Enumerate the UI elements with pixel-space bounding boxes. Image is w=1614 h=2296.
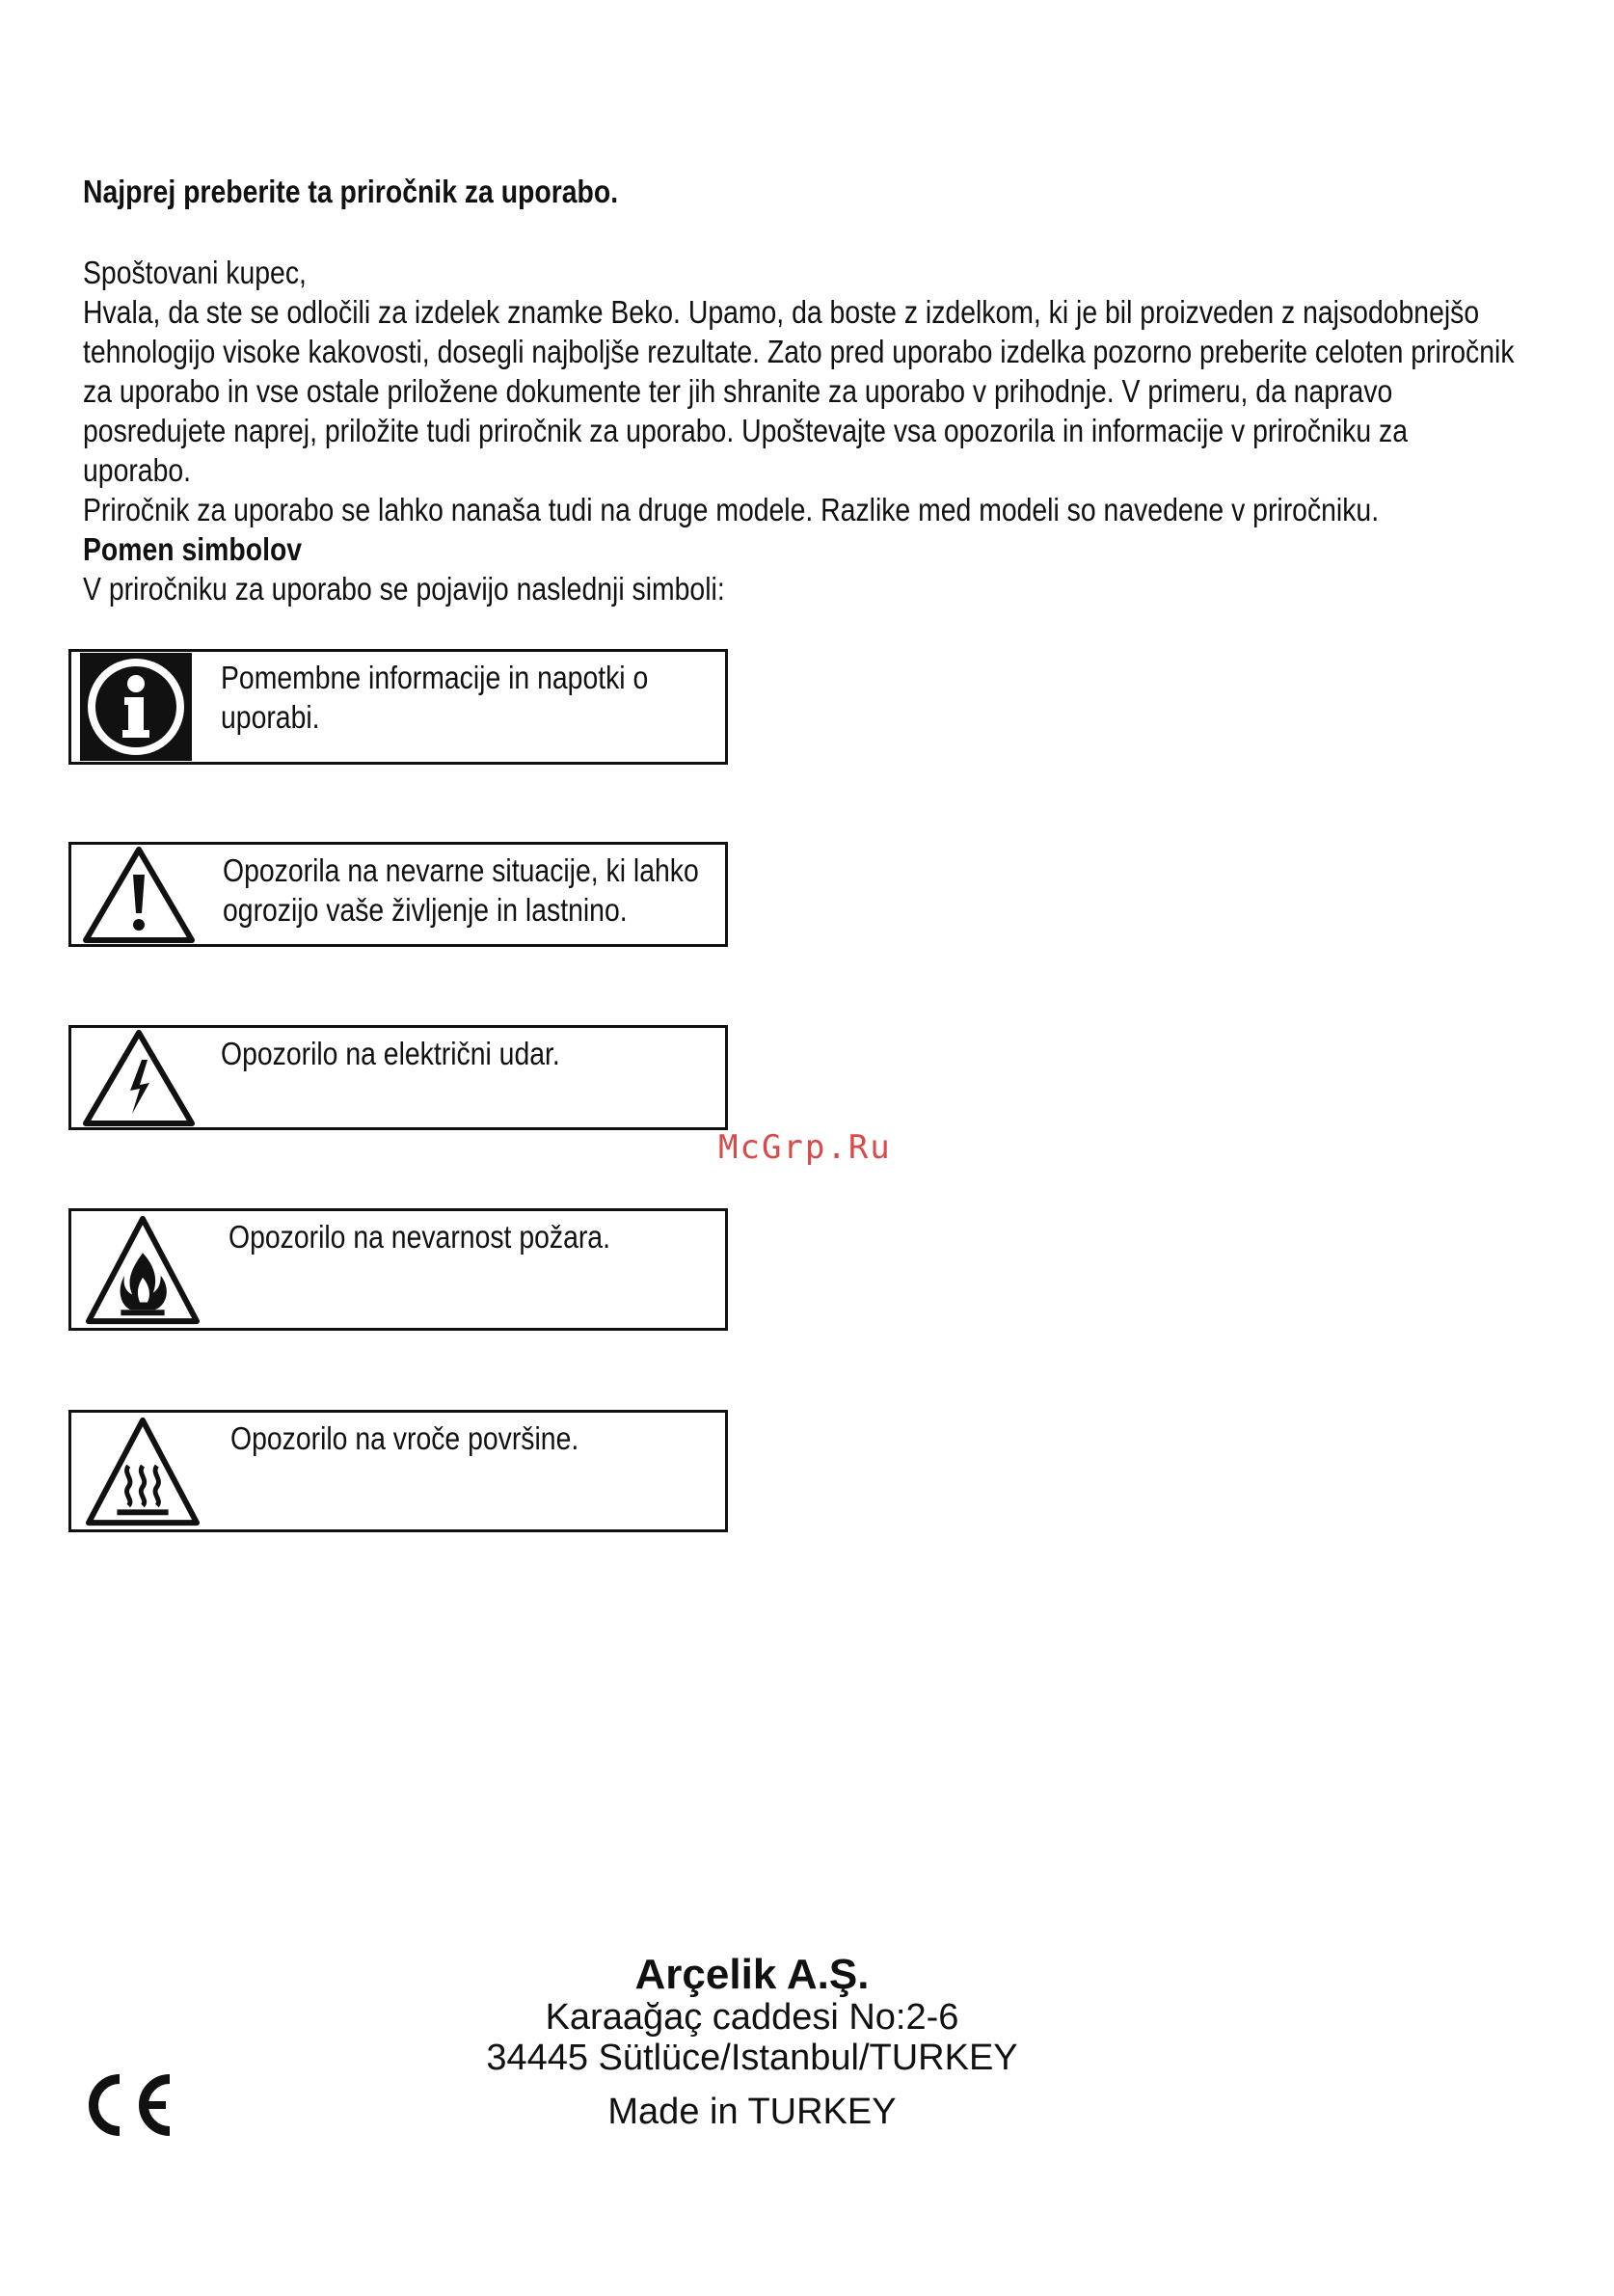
symbol-row-hot-surface — [68, 1410, 728, 1532]
symbol-text-fire: Opozorilo na nevarnost požara. — [229, 1219, 610, 1255]
models-note: Priročnik za uporabo se lahko nanaša tudi na druge modele. Razlike med modeli so navedene v priročniku. — [83, 492, 1380, 527]
symbols-heading: Pomen simbolov — [83, 531, 303, 567]
symbol-text-info: Pomembne informacije in napotki o uporabi. — [221, 660, 649, 735]
body-text — [83, 253, 1518, 608]
symbol-row-info — [68, 649, 728, 765]
address-line-1: Karaağaç caddesi No:2-6 — [545, 1997, 959, 2038]
page-heading: Najprej preberite ta priročnik za uporabo. — [83, 174, 619, 209]
symbol-text-hot-surface: Opozorilo na vroče površine. — [230, 1420, 579, 1456]
fire-hazard-icon — [85, 1211, 201, 1328]
ce-mark-icon — [81, 2071, 177, 2144]
symbol-text-electric: Opozorilo na električni udar. — [221, 1036, 560, 1071]
hot-surface-icon — [85, 1413, 201, 1529]
intro-paragraph: Hvala, da ste se odločili za izdelek znamke Beko. Upamo, da boste z izdelkom, ki je bil proizveden z najsodobnejšo tehnologijo visoke kakovosti, dosegli najboljše rezultate. Zato pred uporabo izdelka pozorno preberite celoten priročnik za uporabo in vse ostale priložene dokumente ter jih shranite za uporabo v prihodnje. V primeru, da napravo posredujete naprej, priložite tudi priročnik za uporabo. Upoštevajte vsa opozorila in informacije v priročniku za uporabo. — [83, 294, 1515, 488]
info-icon — [79, 652, 193, 762]
warning-exclamation-icon — [81, 845, 197, 944]
symbols-intro: V priročniku za uporabo se pojavijo naslednji simboli: — [83, 571, 725, 607]
greeting: Spoštovani kupec, — [83, 255, 307, 290]
symbol-row-warning — [68, 842, 728, 947]
electric-shock-icon — [81, 1028, 197, 1127]
symbol-row-fire — [68, 1208, 728, 1331]
company-name: Arçelik A.Ş. — [634, 1951, 870, 1998]
manufacturer-footer — [386, 1953, 1118, 2132]
watermark: McGrp.Ru — [718, 1128, 892, 1167]
address-line-2: 34445 Sütlüce/Istanbul/TURKEY — [486, 2038, 1018, 2078]
symbol-text-warning: Opozorila na nevarne situacije, ki lahko ogrozijo vaše življenje in lastnino. — [223, 852, 699, 928]
symbol-row-electric — [68, 1025, 728, 1130]
made-in: Made in TURKEY — [607, 2092, 897, 2132]
